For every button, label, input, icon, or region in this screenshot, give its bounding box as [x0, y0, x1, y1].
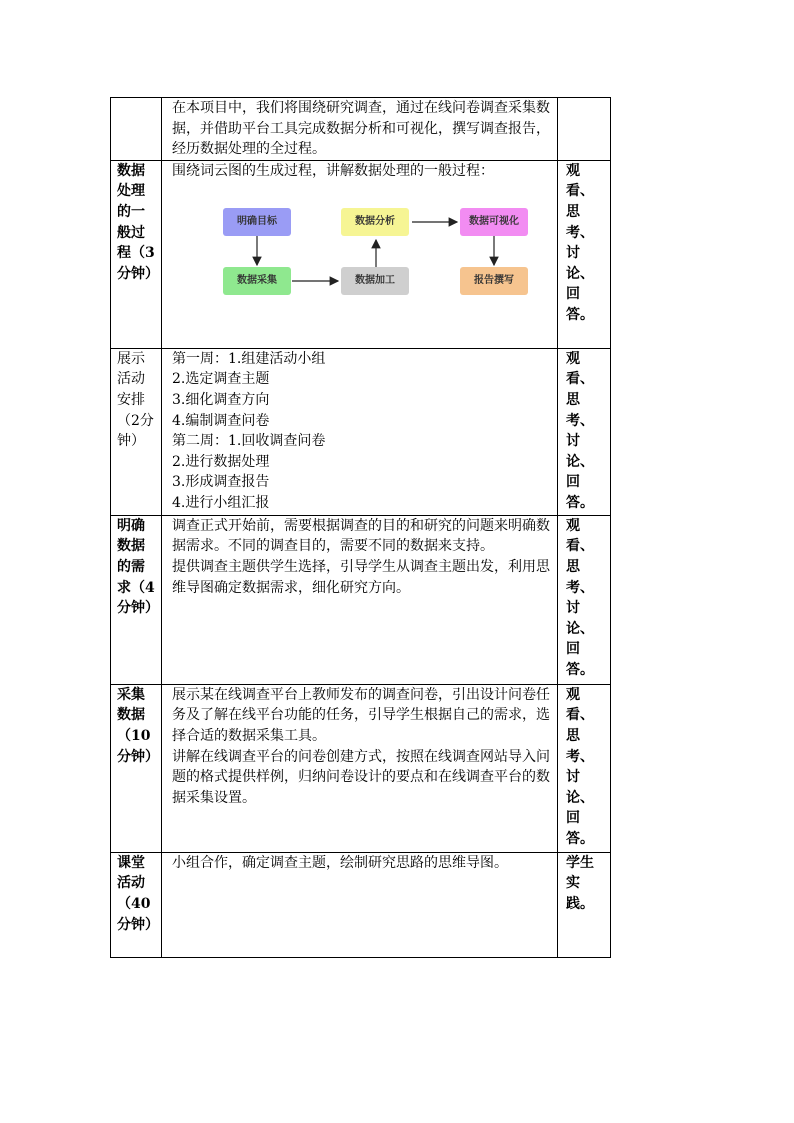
table-row — [111, 98, 611, 161]
content-paragraph: 4.进行小组汇报 — [172, 494, 270, 511]
content-paragraph: 调查正式开始前，需要根据调查的目的和研究的问题来明确数据需求。不同的调查目的，需要不同的数据来支持。 — [172, 517, 550, 555]
content-cell — [162, 515, 558, 684]
action-cell — [558, 515, 611, 684]
stage-label: 明确数据的需求（4分钟） — [117, 517, 159, 617]
flow-node-visualize: 数据可视化 — [460, 208, 528, 236]
content-paragraph: 第一周：1.组建活动小组 — [172, 350, 326, 367]
action-cell — [558, 348, 611, 515]
action-label: 观看、思考、讨论、回答。 — [566, 686, 594, 847]
content-cell — [162, 160, 558, 348]
flow-node-analyze: 数据分析 — [341, 208, 409, 236]
stage-cell — [111, 515, 162, 684]
content-cell — [162, 852, 558, 957]
table-row — [111, 684, 611, 852]
stage-cell — [111, 160, 162, 348]
flow-node-report: 报告撰写 — [460, 267, 528, 295]
content-paragraph: 讲解在线调查平台的问卷创建方式，按照在线调查网站导入问题的格式提供样例，归纳问卷设计的要点和在线调查平台的数据采集设置。 — [172, 748, 550, 806]
flow-node-goal: 明确目标 — [223, 208, 291, 236]
flow-node-process: 数据加工 — [341, 267, 409, 295]
action-cell — [558, 684, 611, 852]
stage-label: 展示活动安排（2分钟） — [117, 350, 154, 450]
content-paragraph: 展示某在线调查平台上教师发布的调查问卷，引出设计问卷任务及了解在线平台功能的任务，引导学生根据自己的需求，选择合适的数据采集工具。 — [172, 686, 550, 744]
action-label: 观看、思考、讨论、回答。 — [566, 517, 594, 678]
table-row — [111, 160, 611, 348]
table-row — [111, 515, 611, 684]
content-paragraph: 2.选定调查主题 — [172, 371, 270, 388]
lesson-plan-table — [110, 97, 611, 958]
stage-label: 数据处理的一般过程（3分钟） — [117, 162, 159, 282]
content-paragraph: 2.进行数据处理 — [172, 453, 270, 470]
content-paragraph: 4.编制调查问卷 — [172, 412, 270, 429]
action-label: 观看、思考、讨论、回答。 — [566, 350, 594, 511]
stage-cell — [111, 348, 162, 515]
content-cell — [162, 684, 558, 852]
stage-cell — [111, 98, 162, 161]
table-row — [111, 348, 611, 515]
action-label: 学生实践。 — [566, 854, 594, 912]
action-cell — [558, 98, 611, 161]
data-process-flowchart — [192, 195, 519, 305]
content-cell — [162, 348, 558, 515]
table-row — [111, 852, 611, 957]
stage-cell — [111, 852, 162, 957]
content-cell — [162, 98, 558, 161]
stage-label: 课堂活动（40分钟） — [117, 854, 159, 933]
content-paragraph: 在本项目中，我们将围绕研究调查，通过在线问卷调查采集数据，并借助平台工具完成数据分析和可视化，撰写调查报告，经历数据处理的全过程。 — [172, 100, 550, 158]
action-cell — [558, 160, 611, 348]
stage-cell — [111, 684, 162, 852]
action-label: 观看、思考、讨论、回答。 — [566, 162, 594, 323]
content-paragraph: 3.形成调查报告 — [172, 474, 270, 491]
action-cell — [558, 852, 611, 957]
content-paragraph: 3.细化调查方向 — [172, 391, 270, 408]
flow-node-collect: 数据采集 — [223, 267, 291, 295]
content-paragraph: 提供调查主题供学生选择，引导学生从调查主题出发，利用思维导图确定数据需求，细化研究方向。 — [172, 558, 550, 596]
content-paragraph: 围绕词云图的生成过程，讲解数据处理的一般过程： — [172, 162, 494, 179]
content-paragraph: 小组合作，确定调查主题，绘制研究思路的思维导图。 — [172, 854, 508, 871]
stage-label: 采集数据（10分钟） — [117, 686, 159, 765]
content-paragraph: 第二周：1.回收调查问卷 — [172, 433, 326, 450]
